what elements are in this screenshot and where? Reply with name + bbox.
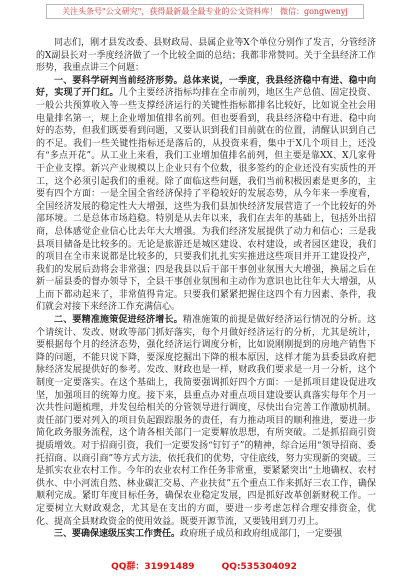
section-1-body: 几个主要经济指标均排在全市前列，地区生产总值、固定投资、一般公共预算收入等一些支撑经济运行的关键性指标都排名比较好，比如说全社会用电量排名第一，规上企业增加值排名前列。但也要看到，我县经济稳中有进、稳中向好的态势，但我们既要看到问题，又要认识到我们目前就在的位置，清醒认识到自己的不足。我们一些关键性指标还是落后的，从投资来看，集中于X几个项目上，还没有“多点开花”。从工业上来看，我们工业增加值排名前列，但主要是靠XX、X几家骨干企业支撑。新兴产业规模以上企业只有个位数，很多签约的企业还没有实质性的开工，这个必须引起我们的重视。除了面临这些问题，我们当前积极因素是更多的，主要有四个方面：一是全国全省经济保持了平稳较好的发展态势，从今年来一季度看，全国经济发展的稳定性大大增强，这些为我们县加快经济发展营造了一个比较好的外部环境。二是总体市场趋稳。特别是从去年以来，我们在去年的基础上，包括外出招商，总体感觉企业信心比去年大大增强。为我们经济发展提供了动力和信心；三是我县项目储备是比较多的。无论是旅游还是城区建设、农村建设，或者园区建设，我们的项目在全市来说都是比较多的，只要我们扎扎实实推进这些项目并开工建设投产，我们的发展后劲将会非常强；四是我县以后干部干事创业氛围大大增强，换届之后在新一届县委的督办领导下，全县干事创业氛围和主动作为意识也比往年大大增强，从上而下都动起来了，非常值得肯定。只要我们紧紧把握住这四个有力因素、条件，我们就会对接下来经济工作充满信心。	[36, 88, 376, 313]
section-1-paragraph	[36, 75, 376, 314]
document-body	[36, 36, 376, 541]
section-3-title: 三、要确保速级压实工作责任。	[54, 529, 181, 540]
footer-qq-group: QQ群：31991489	[111, 562, 195, 572]
section-3-paragraph	[36, 528, 376, 541]
section-2-body: 精准施策的前提是做好经济运行情况的分析。这个请统计、发改、财政等部门抓好落实，每个月做好经济运行的分析，尤其是统计，要根据每个月的经济态势，强化经济运行调度分析，比如说刚刚提到的房地产销售下降的问题，不能只说下降，要深度挖掘出下降的根本原因，这样才能为县委县政府把脉经济发展提供好的参考。发改、财政也是一样，财政我们要求是一月一分析，这个制度一定要落实。在这个基础上，我简要强调抓好四个方面：一是抓项目建设促进攻坚，加强项目的统筹力度。接下来，县重点办对重点项目建设要认真落实每年个月一次共性问题梳理，并发包给相关的分管领导进行调度，尽快出台完善工作激励机制。责任部门要对列入的项目负起跟踪服务的责任，有力推动项目的顺利推进，要进一步简化政务服务流程，这个请各相关部门一定要解放思想，有所突破。二是抓招商引资提质增效。对于招商引资，我们一定要发扬“钉钉子”的精神，综合运用“领导招商、委托招商、以商引商”等方式方法，依托我们的优势，守住底线，努力实现新的突破。三是抓实农业农村工作。今年的农业农村工作任务非常重，要紧紧突出“土地确权、农村供水、中小河流自然、林业碳汇交易、产业扶贫”五个重点工作来抓好三农工作，确保顺利完成。紧盯年度目标任务，确保农业稳定发展，四是抓好改革创新财税工作。一定要树立大财政观念，尤其是在支出的方面，要进一步考虑怎样合理安排资金，优化、提高全县财政资金的使用效益。既要开源节流，又要钱用到刀刃上。	[36, 315, 376, 527]
greeting-paragraph: 同志们，刚才县发改委、县财政局、县属企业等X个单位分别作了发言，分管经济的X副县长对一季度经济做了一个比较全面的总结；我都非常赞同。关于全县经济工作形势，我重点讲三个问题：	[36, 38, 376, 74]
section-3-body: 政府班子成员和政府组成部门，一定要强	[180, 529, 343, 540]
promo-banner-text: 关注头条号"公文研究"，获得最新最全最专业的公文资料库！ 微信：gongwenyj	[46, 4, 364, 19]
header-banner	[0, 0, 408, 22]
footer-contact	[0, 559, 408, 575]
section-1-lead: 总体来说，一季度，我县经济稳中有进、稳中向好，实现了开门红。	[36, 75, 376, 99]
section-2-title: 二、要精准施策促进经济增长。	[54, 315, 183, 326]
footer-qq: QQ:535304092	[221, 562, 297, 572]
section-1-title: 一、要科学研判当前经济形势。	[54, 75, 183, 86]
section-2-paragraph	[36, 314, 376, 528]
